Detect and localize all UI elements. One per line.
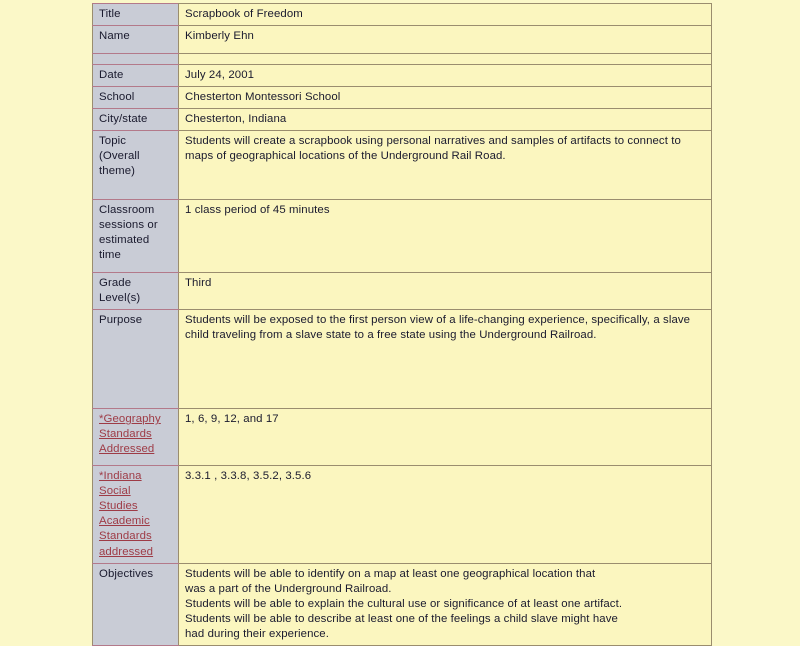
row-value-objectives bbox=[179, 563, 712, 645]
table-row-city-state bbox=[93, 109, 712, 131]
classroom-label-line-4: time bbox=[99, 249, 121, 262]
row-label-grade-level bbox=[93, 273, 179, 310]
table-row-date bbox=[93, 65, 712, 87]
table-row-topic bbox=[93, 131, 712, 200]
purpose-value-line-2: specifically, a slave child traveling from a slave state to a free state using the bbox=[185, 314, 691, 342]
row-value-city-state: Chesterton, Indiana bbox=[179, 109, 712, 131]
row-label-classroom-sessions bbox=[93, 200, 179, 273]
lesson-plan-table bbox=[92, 3, 712, 646]
row-value-title: Scrapbook of Freedom bbox=[179, 4, 712, 26]
row-value-name: Kimberly Ehn bbox=[179, 26, 712, 54]
classroom-label-line-2: sessions or bbox=[99, 219, 158, 232]
table-row-grade-level bbox=[93, 273, 712, 310]
table-row-school bbox=[93, 87, 712, 109]
table-row-indiana-standards bbox=[93, 466, 712, 563]
table-row-spacer bbox=[93, 54, 712, 65]
topic-label-line-1: Topic bbox=[99, 135, 127, 148]
row-value-indiana-standards: 3.3.1 , 3.3.8, 3.5.2, 3.5.6 bbox=[179, 466, 712, 563]
indiana-standards-link-line-3[interactable]: Studies bbox=[99, 500, 138, 513]
classroom-label-line-3: estimated bbox=[99, 234, 150, 247]
row-label-topic bbox=[93, 131, 179, 200]
row-value-topic bbox=[179, 131, 712, 200]
objective-3-line-2: had during their experience. bbox=[185, 627, 330, 640]
objective-3-line-1: Students will be able to describe at least one of the feelings a child slave might have bbox=[185, 612, 618, 625]
geography-standards-link-line-2[interactable]: Standards bbox=[99, 428, 152, 441]
row-value-grade-level: Third bbox=[179, 273, 712, 310]
row-value-classroom-sessions: 1 class period of 45 minutes bbox=[179, 200, 712, 273]
row-label-purpose: Purpose bbox=[93, 310, 179, 409]
geography-standards-link-line-1[interactable]: *Geography bbox=[99, 413, 161, 426]
topic-label-line-2: (Overall bbox=[99, 150, 140, 163]
classroom-label-line-1: Classroom bbox=[99, 204, 155, 217]
table-row-purpose bbox=[93, 310, 712, 409]
table-row-name bbox=[93, 26, 712, 54]
table-row-title bbox=[93, 4, 712, 26]
row-label-school: School bbox=[93, 87, 179, 109]
indiana-standards-link-line-5[interactable]: Standards bbox=[99, 530, 152, 543]
purpose-value-line-3: Underground Railroad. bbox=[479, 329, 597, 342]
indiana-standards-link-line-6[interactable]: addressed bbox=[99, 545, 154, 558]
row-label-city-state: City/state bbox=[93, 109, 179, 131]
grade-label-line-1: Grade bbox=[99, 277, 132, 290]
table-row-classroom-sessions bbox=[93, 200, 712, 273]
objective-1-line-2: was a part of the Underground Railroad. bbox=[185, 582, 392, 595]
grade-label-line-2: Level(s) bbox=[99, 292, 141, 305]
topic-value-line-1: Students will create a scrapbook using personal narratives and samples of artifacts bbox=[185, 135, 612, 148]
objective-1-line-1: Students will be able to identify on a map at least one geographical location that bbox=[185, 567, 596, 580]
objective-2: Students will be able to explain the cultural use or significance of at least one artifact. bbox=[185, 597, 623, 610]
indiana-standards-link-line-4[interactable]: Academic bbox=[99, 515, 150, 528]
row-label-title: Title bbox=[93, 4, 179, 26]
topic-label-line-3: theme) bbox=[99, 165, 136, 178]
row-value-school: Chesterton Montessori School bbox=[179, 87, 712, 109]
row-value-geography-standards: 1, 6, 9, 12, and 17 bbox=[179, 409, 712, 466]
row-label-objectives: Objectives bbox=[93, 563, 179, 645]
row-value-date: July 24, 2001 bbox=[179, 65, 712, 87]
table-row-objectives bbox=[93, 563, 712, 645]
row-label-date: Date bbox=[93, 65, 179, 87]
row-label-geography-standards[interactable] bbox=[93, 409, 179, 466]
spacer-value-cell bbox=[179, 54, 712, 65]
topic-value-line-2: to connect to maps of geographical locations of the Underground Rail Road. bbox=[185, 135, 681, 163]
geography-standards-link-line-3[interactable]: Addressed bbox=[99, 443, 155, 456]
indiana-standards-link-line-1[interactable]: *Indiana bbox=[99, 470, 142, 483]
row-value-purpose bbox=[179, 310, 712, 409]
purpose-value-line-1: Students will be exposed to the first person view of a life-changing experience, bbox=[185, 314, 589, 327]
indiana-standards-link-line-2[interactable]: Social bbox=[99, 485, 131, 498]
spacer-label-cell bbox=[93, 54, 179, 65]
row-label-name: Name bbox=[93, 26, 179, 54]
table-row-geography-standards bbox=[93, 409, 712, 466]
row-label-indiana-standards[interactable] bbox=[93, 466, 179, 563]
